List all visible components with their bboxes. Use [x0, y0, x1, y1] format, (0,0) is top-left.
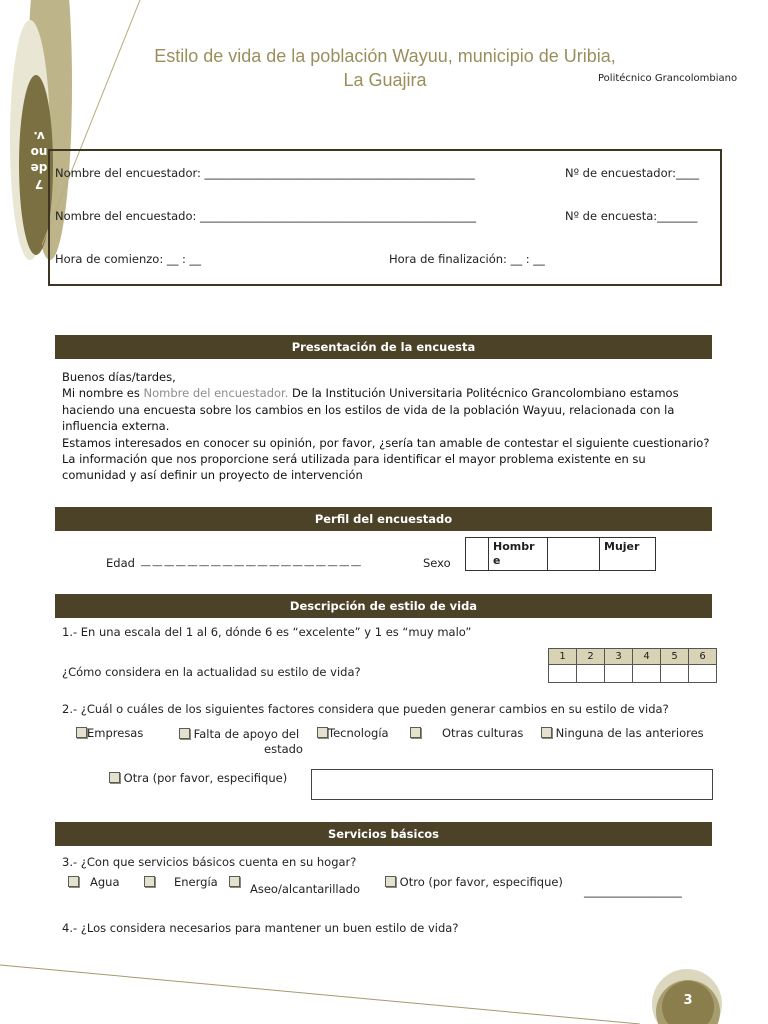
age-input-line[interactable]: __ __ __ __ __ __ __ __ __ __ __ __ __ __ __ __ __ __ __	[141, 556, 361, 567]
intro-name-sentence	[62, 385, 712, 434]
rating-scale-cell-1[interactable]	[549, 665, 577, 683]
option-aseo-checkbox[interactable]	[229, 875, 240, 889]
option-energia[interactable]: Energía	[144, 875, 218, 889]
interviewer-number-field[interactable]: Nº de encuestador:____	[565, 166, 700, 180]
rating-scale-cell-6[interactable]	[689, 665, 717, 683]
option-otra[interactable]: Otra (por favor, especifique)	[109, 771, 287, 785]
checkbox-icon[interactable]	[76, 727, 87, 738]
option-agua[interactable]: Agua	[68, 875, 120, 889]
sex-cell-mujer: Mujer	[600, 538, 656, 571]
rating-scale-label-3: 3	[605, 649, 633, 665]
sex-checkbox-hombre[interactable]	[548, 538, 600, 571]
respondent-name-field[interactable]: Nombre del encuestado: ________________________________________________	[55, 209, 477, 223]
document-title	[120, 44, 650, 92]
sex-cell-hombre: Hombr e	[489, 538, 548, 571]
rating-scale-header	[549, 649, 717, 665]
section-header-presentacion: Presentación de la encuesta	[55, 335, 712, 359]
question-1-sub: ¿Cómo considera en la actualidad su estilo de vida?	[62, 665, 361, 679]
section-header-perfil: Perfil del encuestado	[55, 507, 712, 531]
question-2: 2.- ¿Cuál o cuáles de los siguientes factores considera que pueden generar cambios en su estilo de vida?	[62, 702, 669, 716]
rating-scale-answers	[549, 665, 717, 683]
checkbox-icon[interactable]	[385, 876, 396, 887]
sidebar-fragment-4: v.	[33, 129, 45, 143]
title-line-1: Estilo de vida de la población Wayuu, municipio de Uribia,	[154, 46, 616, 66]
option-otras-culturas[interactable]: Otras culturas	[410, 726, 523, 740]
option-otro[interactable]: Otro (por favor, especifique)	[385, 875, 563, 889]
option-tecnologia[interactable]: Tecnología	[317, 726, 389, 740]
rating-scale-label-5: 5	[661, 649, 689, 665]
sidebar-fragment-1: 7	[34, 177, 44, 191]
start-time-field[interactable]: Hora de comienzo: __ : __	[55, 252, 202, 266]
option-falta-apoyo[interactable]: Falta de apoyo del	[179, 726, 299, 742]
question-1: 1.- En una escala del 1 al 6, dónde 6 es “excelente” y 1 es “muy malo”	[62, 625, 472, 639]
checkbox-icon[interactable]	[144, 876, 155, 887]
rating-scale-cell-3[interactable]	[605, 665, 633, 683]
intro-paragraph	[62, 369, 712, 484]
section-header-servicios: Servicios básicos	[55, 822, 712, 846]
rating-scale-cell-4[interactable]	[633, 665, 661, 683]
rating-scale	[548, 648, 717, 683]
checkbox-icon[interactable]	[229, 876, 240, 887]
checkbox-icon[interactable]	[109, 772, 120, 783]
sex-label: Sexo	[423, 556, 451, 570]
option-aseo-label: Aseo/alcantarillado	[250, 882, 360, 896]
otro-specify-line[interactable]: _________________	[584, 884, 682, 898]
organization-name: Politécnico Grancolombiano	[598, 73, 738, 84]
interviewer-name-placeholder: Nombre del encuestador.	[143, 386, 289, 401]
rating-scale-label-1: 1	[549, 649, 577, 665]
intro-name-suffix: De la Institución Universitaria Politécnico Grancolombiano estamos haciendo una encuesta sobre los cambios en los estilos de vida de la población Wayuu, relacionada con la influencia externa.	[62, 386, 679, 434]
survey-number-field[interactable]: Nº de encuesta:_______	[565, 209, 698, 223]
checkbox-icon[interactable]	[179, 728, 190, 739]
intro-name-prefix: Mi nombre es	[62, 386, 144, 401]
sex-table	[465, 537, 656, 571]
intro-paragraph-2: Estamos interesados en conocer su opinión, por favor, ¿sería tan amable de contestar el siguiente cuestionario? La información que nos proporcione será utilizada para identificar el mayor problema existente en su comunidad y así definir un proyecto de intervención	[62, 435, 710, 483]
title-line-2: La Guajira	[343, 70, 427, 90]
intro-greeting: Buenos días/tardes,	[62, 370, 176, 384]
checkbox-icon[interactable]	[410, 727, 421, 738]
rating-scale-label-4: 4	[633, 649, 661, 665]
interviewer-name-field[interactable]: Nombre del encuestador: _______________________________________________	[55, 166, 475, 180]
otra-specify-input[interactable]	[311, 769, 713, 800]
option-ninguna[interactable]: Ninguna de las anteriores	[541, 726, 704, 740]
end-time-field[interactable]: Hora de finalización: __ : __	[389, 252, 545, 266]
option-empresas[interactable]: Empresas	[76, 726, 143, 740]
checkbox-icon[interactable]	[541, 727, 552, 738]
question-4: 4.- ¿Los considera necesarios para mantener un buen estilo de vida?	[62, 921, 459, 935]
section-header-estilo: Descripción de estilo de vida	[55, 594, 712, 618]
checkbox-icon[interactable]	[317, 727, 328, 738]
sidebar-fragment-2: de	[30, 161, 48, 175]
rating-scale-cell-2[interactable]	[577, 665, 605, 683]
bottom-diagonal-line	[0, 965, 640, 1024]
age-label: Edad	[106, 556, 135, 570]
rating-scale-label-6: 6	[689, 649, 717, 665]
sex-cell-empty-1	[466, 538, 489, 571]
page-number: 3	[683, 993, 693, 1008]
rating-scale-label-2: 2	[577, 649, 605, 665]
question-3: 3.- ¿Con que servicios básicos cuenta en su hogar?	[62, 855, 357, 869]
checkbox-icon[interactable]	[68, 876, 79, 887]
sidebar-fragment-3: no	[30, 145, 48, 159]
option-falta-apoyo-line2: estado	[264, 742, 303, 756]
rating-scale-cell-5[interactable]	[661, 665, 689, 683]
